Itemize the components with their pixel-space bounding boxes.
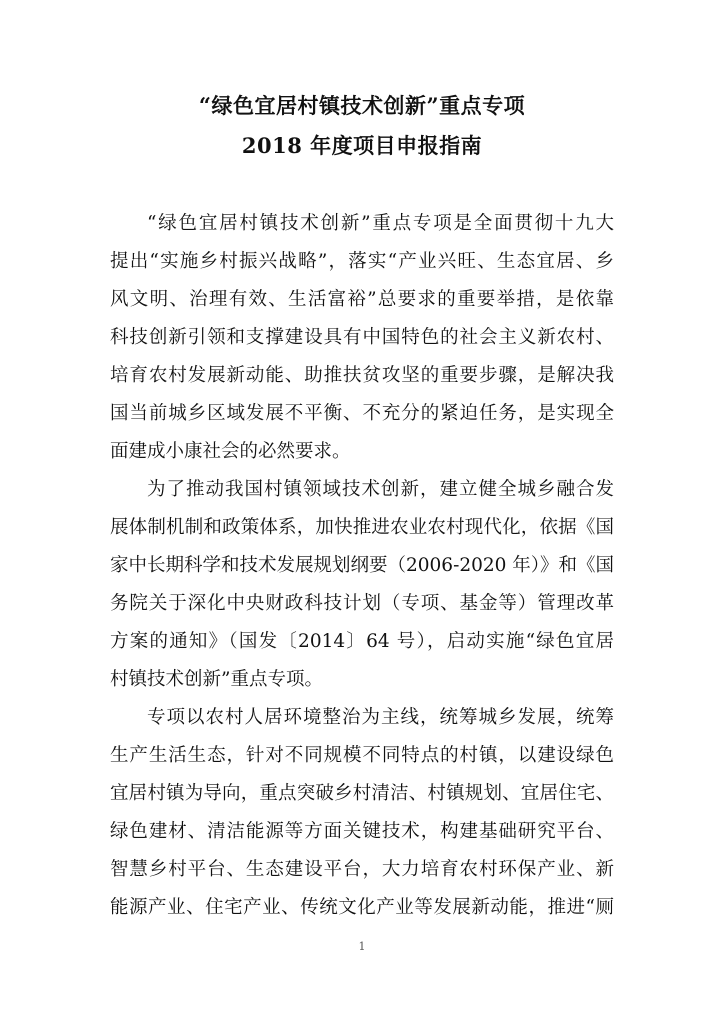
body-text-line: 国当前城乡区域发展不平衡、不充分的紧迫任务，是实现全 <box>110 403 614 424</box>
body-text-line: 能源产业、住宅产业、传统文化产业等发展新动能，推进“厕 <box>110 897 614 918</box>
body-text-line: “绿色宜居村镇技术创新”重点专项是全面贯彻十九大 <box>147 213 614 234</box>
document-title-line-1: “绿色宜居村镇技术创新”重点专项 <box>198 93 526 118</box>
body-text-line: 科技创新引领和支撑建设具有中国特色的社会主义新农村、 <box>110 327 614 348</box>
body-text-line: 务院关于深化中央财政科技计划（专项、基金等）管理改革 <box>110 593 614 614</box>
document-title-line-2: 2018 年度项目申报指南 <box>241 133 483 158</box>
body-text-line: 面建成小康社会的必然要求。 <box>110 441 351 462</box>
body-text-line: 培育农村发展新动能、助推扶贫攻坚的重要步骤，是解决我 <box>110 365 614 386</box>
body-text-line: 家中长期科学和技术发展规划纲要（2006-2020 年）》和《国 <box>110 555 615 576</box>
body-text-line: 为了推动我国村镇领域技术创新，建立健全城乡融合发 <box>147 479 614 500</box>
body-text-line: 提出“实施乡村振兴战略”，落实“产业兴旺、生态宜居、乡 <box>110 251 614 272</box>
body-text-line: 智慧乡村平台、生态建设平台，大力培育农村环保产业、新 <box>110 859 614 880</box>
body-text-line: 村镇技术创新”重点专项。 <box>110 669 323 690</box>
body-text-line: 展体制机制和政策体系，加快推进农业农村现代化，依据《国 <box>110 517 614 538</box>
body-text-line: 宜居村镇为导向，重点突破乡村清洁、村镇规划、宜居住宅、 <box>110 783 614 804</box>
body-text-line: 风文明、治理有效、生活富裕”总要求的重要举措，是依靠 <box>110 289 614 310</box>
body-text-line: 方案的通知》（国发〔2014〕64 号），启动实施“绿色宜居 <box>110 631 614 652</box>
body-text-line: 生产生活生态，针对不同规模不同特点的村镇，以建设绿色 <box>110 745 614 766</box>
body-text-line: 专项以农村人居环境整治为主线，统筹城乡发展，统筹 <box>147 707 614 728</box>
body-text-line: 绿色建材、清洁能源等方面关键技术，构建基础研究平台、 <box>110 821 614 842</box>
page-number: 1 <box>358 940 366 953</box>
